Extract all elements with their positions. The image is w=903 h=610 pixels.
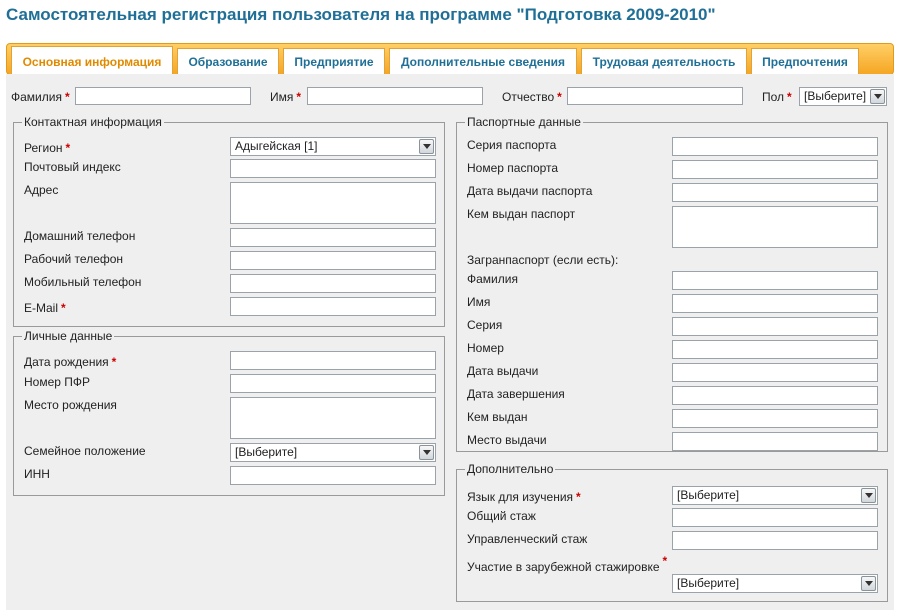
contact-legend: Контактная информация	[24, 115, 162, 129]
pfr-input[interactable]	[230, 374, 436, 393]
form-panel	[6, 74, 894, 610]
tab-preferences[interactable]: Предпочтения	[751, 48, 859, 75]
inn-label: ИНН	[24, 467, 50, 481]
birthplace-label: Место рождения	[24, 398, 117, 412]
page-title: Самостоятельная регистрация пользователя на программе "Подготовка 2009-2010"	[6, 5, 716, 24]
work-phone-input[interactable]	[230, 251, 436, 270]
chevron-down-icon[interactable]	[419, 445, 434, 460]
tab-education[interactable]: Образование	[177, 48, 279, 75]
foreign-lastname-label: Фамилия	[467, 272, 518, 286]
lastname-label: Фамилия *	[11, 90, 70, 104]
foreign-issued-by-input[interactable]	[672, 409, 878, 428]
foreign-issue-date-input[interactable]	[672, 363, 878, 382]
marital-select[interactable]: [Выберите]	[230, 443, 436, 462]
mobile-phone-label: Мобильный телефон	[24, 275, 142, 289]
foreign-passport-header: Загранпаспорт (если есть):	[467, 253, 619, 267]
foreign-firstname-label: Имя	[467, 295, 491, 309]
foreign-issue-date-label: Дата выдачи	[467, 364, 539, 378]
patronymic-input[interactable]	[567, 87, 743, 105]
language-label: Язык для изучения *	[467, 490, 581, 504]
chevron-down-icon[interactable]	[861, 576, 876, 591]
passport-issue-date-label: Дата выдачи паспорта	[467, 184, 593, 198]
lastname-input[interactable]	[75, 87, 251, 105]
birthdate-label: Дата рождения *	[24, 355, 117, 369]
passport-number-label: Номер паспорта	[467, 161, 559, 175]
birthplace-textarea[interactable]	[230, 397, 436, 439]
total-experience-input[interactable]	[672, 508, 878, 527]
personal-fieldset	[13, 329, 445, 496]
total-experience-label: Общий стаж	[467, 509, 536, 523]
contact-fieldset	[13, 115, 445, 327]
foreign-series-label: Серия	[467, 318, 503, 332]
inn-input[interactable]	[230, 466, 436, 485]
gender-label: Пол *	[762, 90, 792, 104]
home-phone-label: Домашний телефон	[24, 229, 136, 243]
passport-issued-by-label: Кем выдан паспорт	[467, 207, 576, 221]
marital-label: Семейное положение	[24, 444, 146, 458]
chevron-down-icon[interactable]	[861, 488, 876, 503]
foreign-issued-by-label: Кем выдан	[467, 410, 528, 424]
address-label: Адрес	[24, 183, 59, 197]
region-select[interactable]: Адыгейская [1]	[230, 137, 436, 156]
patronymic-label: Отчество *	[502, 90, 562, 104]
passport-issued-by-textarea[interactable]	[672, 206, 878, 248]
work-phone-label: Рабочий телефон	[24, 252, 124, 266]
postal-input[interactable]	[230, 159, 436, 178]
email-label: E-Mail *	[24, 301, 66, 315]
foreign-end-date-label: Дата завершения	[467, 387, 565, 401]
tab-enterprise[interactable]: Предприятие	[283, 48, 385, 75]
passport-legend: Паспортные данные	[467, 115, 581, 129]
additional-fieldset	[456, 462, 888, 602]
foreign-series-input[interactable]	[672, 317, 878, 336]
foreign-number-input[interactable]	[672, 340, 878, 359]
pfr-label: Номер ПФР	[24, 375, 91, 389]
tab-additional-info[interactable]: Дополнительные сведения	[389, 48, 577, 75]
tab-bar	[6, 43, 894, 75]
foreign-firstname-input[interactable]	[672, 294, 878, 313]
address-textarea[interactable]	[230, 182, 436, 224]
home-phone-input[interactable]	[230, 228, 436, 247]
firstname-label: Имя *	[270, 90, 302, 104]
abroad-internship-select[interactable]: [Выберите]	[672, 574, 878, 593]
passport-series-label: Серия паспорта	[467, 138, 557, 152]
email-input[interactable]	[230, 297, 436, 316]
passport-fieldset	[456, 115, 888, 452]
firstname-input[interactable]	[307, 87, 483, 105]
foreign-number-label: Номер	[467, 341, 504, 355]
foreign-end-date-input[interactable]	[672, 386, 878, 405]
mobile-phone-input[interactable]	[230, 274, 436, 293]
management-experience-input[interactable]	[672, 531, 878, 550]
abroad-internship-label: Участие в зарубежной стажировке *	[467, 554, 668, 574]
chevron-down-icon[interactable]	[870, 89, 885, 104]
region-label: Регион *	[24, 141, 71, 155]
personal-legend: Личные данные	[24, 329, 113, 343]
foreign-issue-place-input[interactable]	[672, 432, 878, 451]
language-select[interactable]: [Выберите]	[672, 486, 878, 505]
foreign-lastname-input[interactable]	[672, 271, 878, 290]
gender-select[interactable]: [Выберите]	[799, 87, 887, 106]
management-experience-label: Управленческий стаж	[467, 532, 588, 546]
chevron-down-icon[interactable]	[419, 139, 434, 154]
tab-work-activity[interactable]: Трудовая деятельность	[581, 48, 747, 75]
passport-number-input[interactable]	[672, 160, 878, 179]
passport-issue-date-input[interactable]	[672, 183, 878, 202]
birthdate-input[interactable]	[230, 351, 436, 370]
additional-legend: Дополнительно	[467, 462, 554, 476]
passport-series-input[interactable]	[672, 137, 878, 156]
postal-label: Почтовый индекс	[24, 160, 121, 174]
foreign-issue-place-label: Место выдачи	[467, 433, 547, 447]
tab-basic-info[interactable]: Основная информация	[11, 46, 173, 76]
